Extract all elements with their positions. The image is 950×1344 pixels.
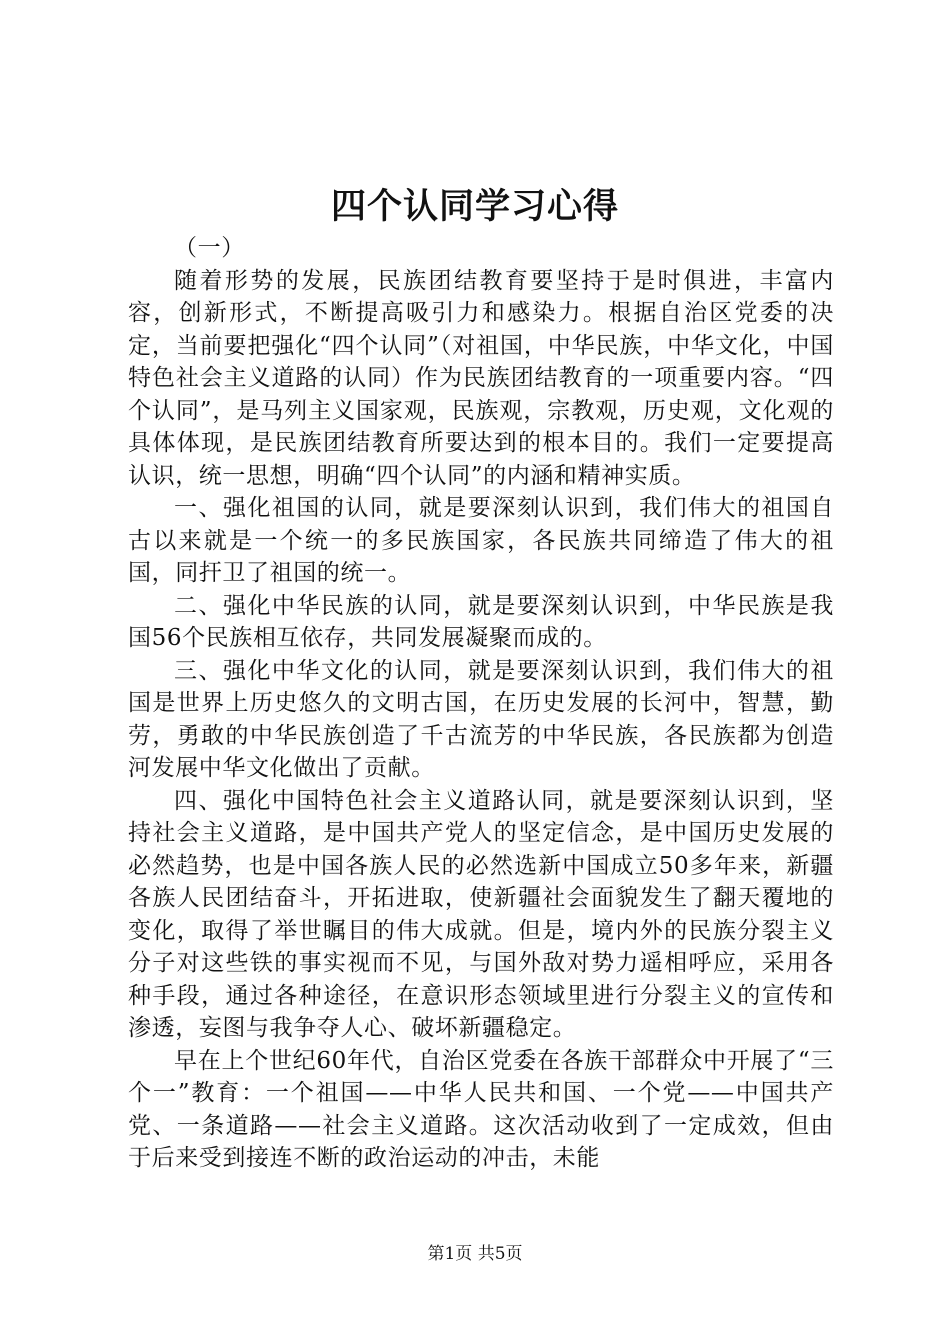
- body-paragraph-intro: 随着形势的发展，民族团结教育要坚持于是时俱进，丰富内容，创新形式，不断提高吸引力和感染力。根据自治区党委的决定，当前要把强化“四个认同”（对祖国，中华民族，中华文化，中国特色社会主义道路的认同）作为民族团结教育的一项重要内容。“四个认同”，是马列主义国家观，民族观，宗教观，历史观，文化观的具体体现，是民族团结教育所要达到的根本目的。我们一定要提高认识，统一思想，明确“四个认同”的内涵和精神实质。: [128, 267, 834, 489]
- page-number-footer: 第1页 共5页: [427, 1244, 523, 1264]
- document-title: 四个认同学习心得: [330, 186, 619, 227]
- body-paragraph-point-2: 二、强化中华民族的认同，就是要深刻认识到，中华民族是我国56个民族相互依存，共同发展凝聚而成的。: [128, 592, 834, 651]
- section-marker: （一）: [174, 235, 245, 261]
- body-paragraph-point-1: 一、强化祖国的认同，就是要深刻认识到，我们伟大的祖国自古以来就是一个统一的多民族国家，各民族共同缔造了伟大的祖国，同扞卫了祖国的统一。: [128, 495, 834, 586]
- body-paragraph-point-4: 四、强化中国特色社会主义道路认同，就是要深刻认识到，坚持社会主义道路，是中国共产党人的坚定信念，是中国历史发展的必然趋势，也是中国各族人民的必然选新中国成立50多年来，新疆各族人民团结奋斗，开拓进取，使新疆社会面貌发生了翻天覆地的变化，取得了举世瞩目的伟大成就。但是，境内外的民族分裂主义分子对这些铁的事实视而不见，与国外敌对势力遥相呼应，采用各种手段，通过各种途径，在意识形态领域里进行分裂主义的宣传和渗透，妄图与我争夺人心、破坏新疆稳定。: [128, 787, 834, 1041]
- body-paragraph-point-3: 三、强化中华文化的认同，就是要深刻认识到，我们伟大的祖国是世界上历史悠久的文明古国，在历史发展的长河中，智慧，勤劳，勇敢的中华民族创造了千古流芳的中华民族，各民族都为创造河发展中华文化做出了贡献。: [128, 657, 834, 781]
- document-body: [128, 232, 834, 1175]
- body-paragraph-history: 早在上个世纪60年代，自治区党委在各族干部群众中开展了“三个一”教育：一个祖国——中华人民共和国、一个党——中国共产党、一条道路——社会主义道路。这次活动收到了一定成效，但由于后来受到接连不断的政治运动的冲击，未能: [128, 1047, 834, 1171]
